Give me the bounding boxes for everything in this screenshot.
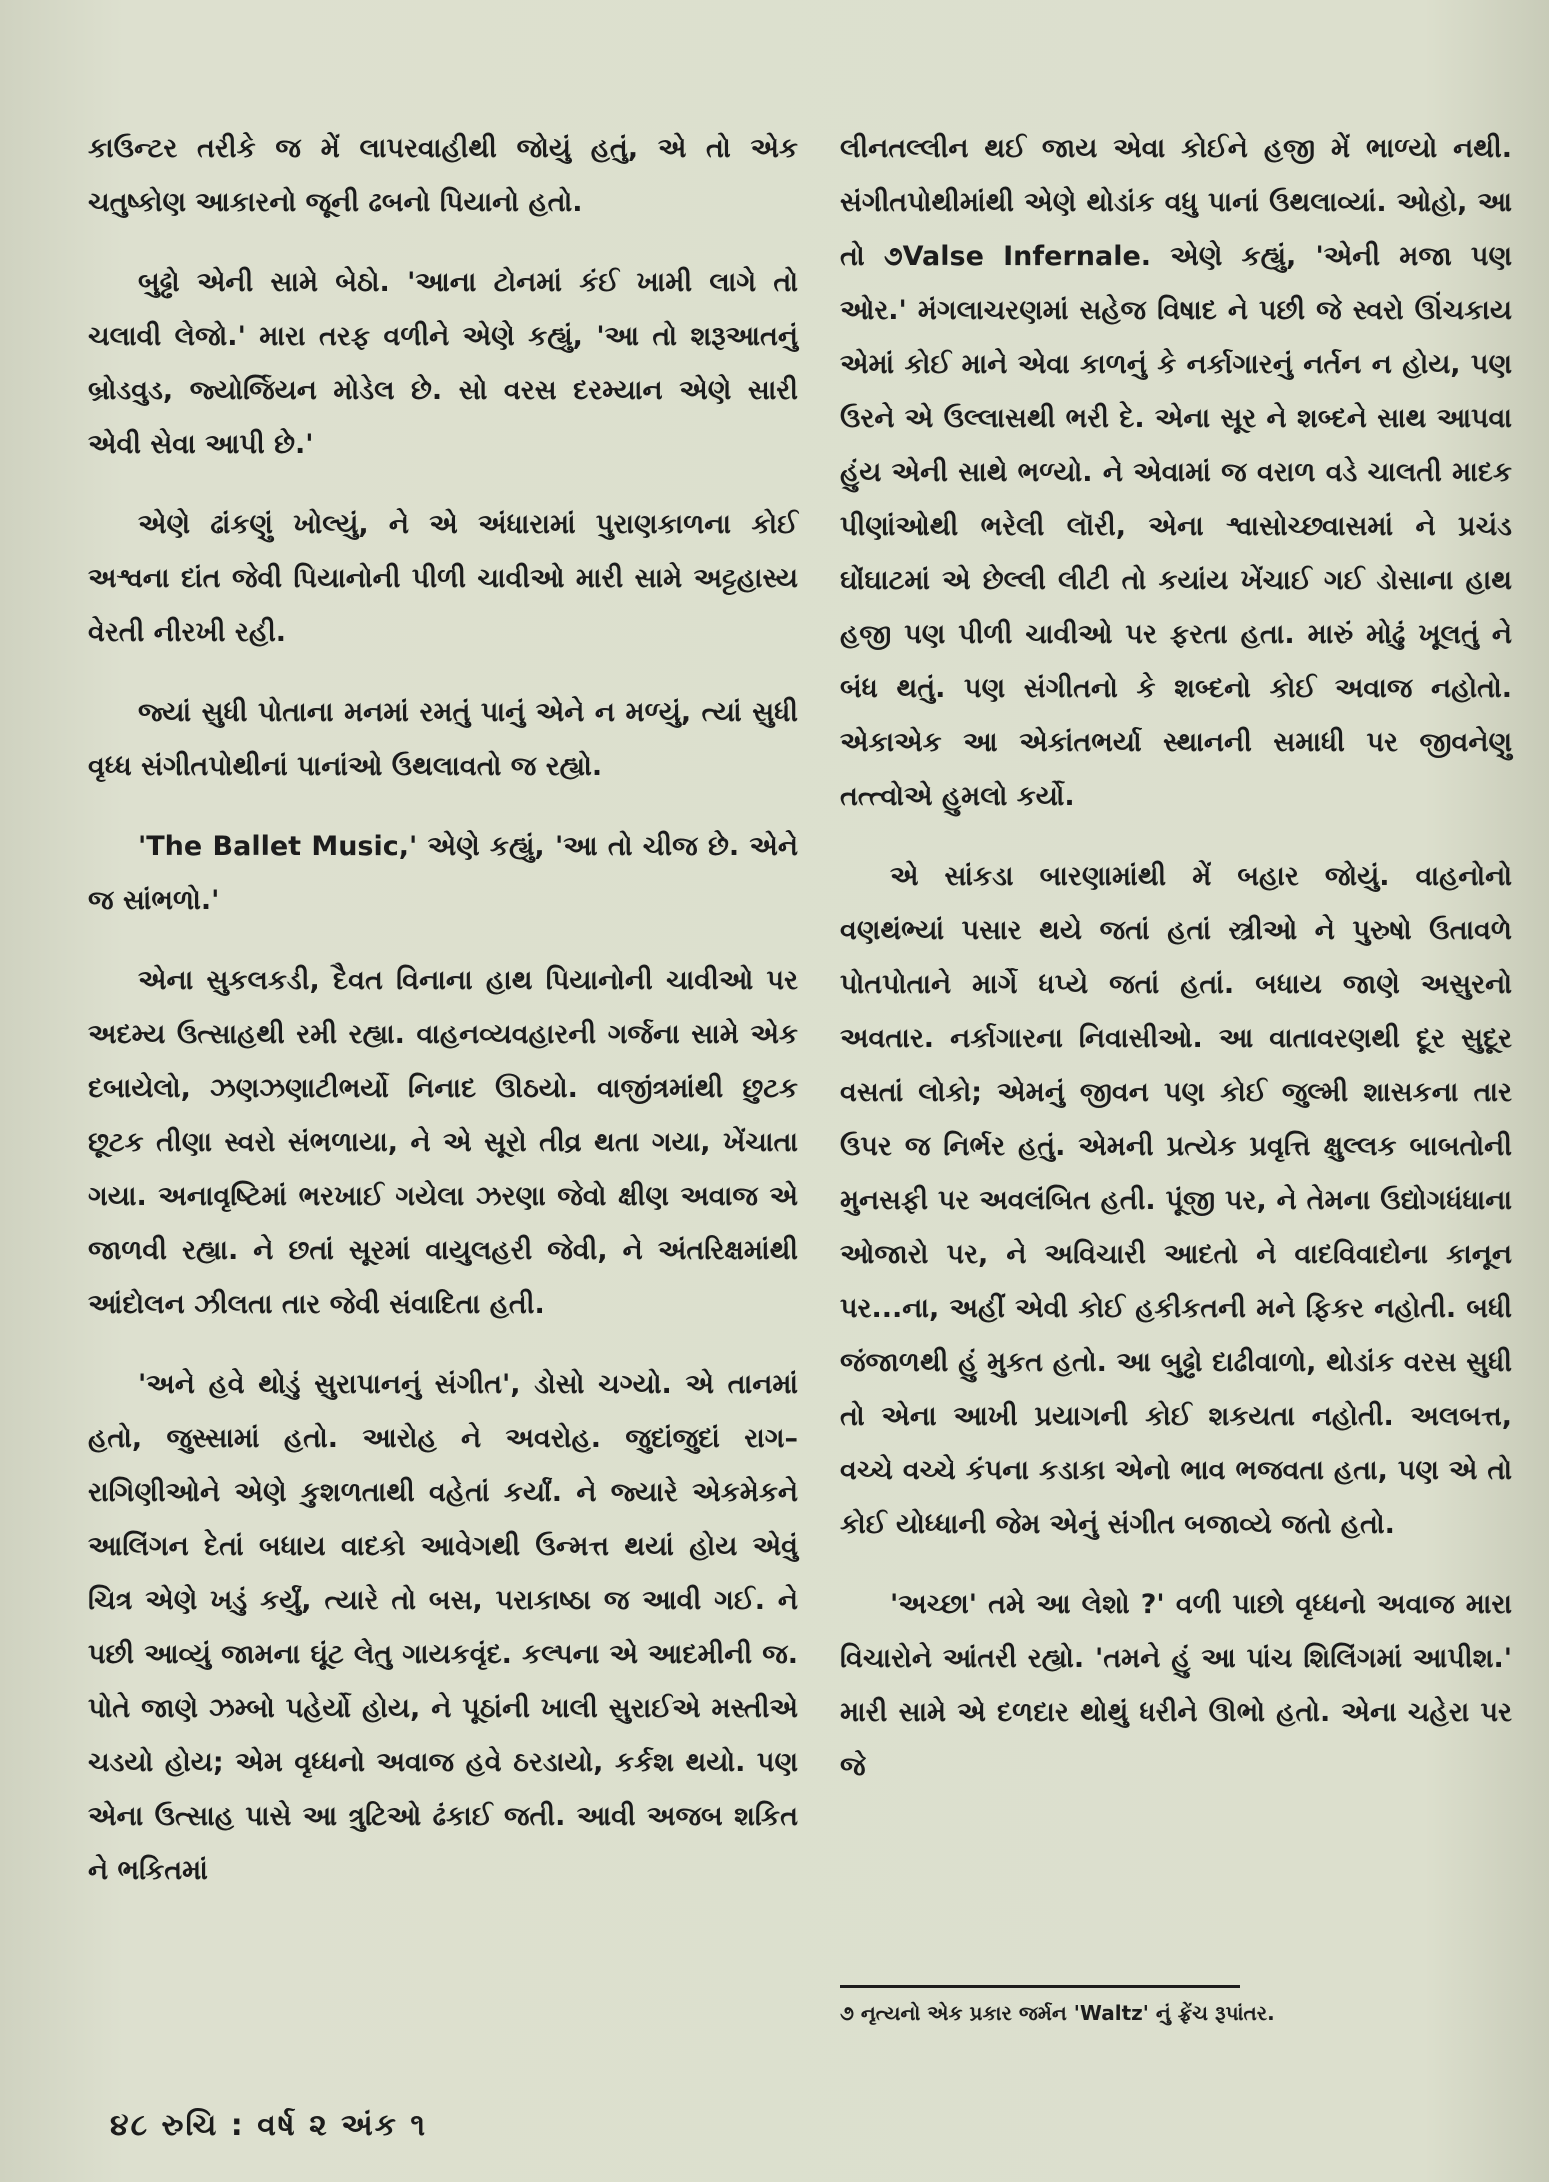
- left-paragraph-5: 'The Ballet Music,' એણે કહ્યું, 'આ તો ચીજ છે. એને જ સાંભળો.': [88, 831, 798, 916]
- footnote-divider: [840, 1985, 1240, 1988]
- right-column: [840, 122, 1512, 1820]
- left-column: [88, 122, 798, 1924]
- right-paragraph-1: લીનતલ્લીન થઈ જાય એવા કોઈને હજી મેં ભાળ્યો નથી. સંગીતપોથીમાંથી એણે થોડાંક વધુ પાનાં ઉથલાવ્યાં. ઓહો, આ તો ૭Valse Infernale. એણે કહ્યું, 'એની મજા પણ ઓર.' મંગલાચરણમાં સહેજ વિષાદ ને પછી જે સ્વરો ઊંચકાય એમાં કોઈ માને એવા કાળનું કે નર્કાગારનું નર્તન ન હોય, પણ ઉરને એ ઉલ્લાસથી ભરી દે. એના સૂર ને શબ્દને સાથ આપવા હુંય એની સાથે ભળ્યો. ને એવામાં જ વરાળ વડે ચાલતી માદક પીણાંઓથી ભરેલી લૉરી, એના શ્વાસોચ્છ્વાસમાં ને પ્રચંડ ઘોંઘાટમાં એ છેલ્લી લીટી તો કયાંય ખેંચાઈ ગઈ ડોસાના હાથ હજી પણ પીળી ચાવીઓ પર ફરતા હતા. મારું મોઢું ખૂલતું ને બંધ થતું. પણ સંગીતનો કે શબ્દનો કોઈ અવાજ નહોતો. એકાએક આ એકાંતભર્યા સ્થાનની સમાધી પર જીવનેણુ તત્ત્વોએ હુમલો કર્યો.: [840, 133, 1512, 812]
- left-paragraph-3: એણે ઢાંકણું ખોલ્યું, ને એ અંધારામાં પુરાણકાળના કોઈ અશ્વના દાંત જેવી પિયાનોની પીળી ચાવીઓ મારી સામે અટ્ટહાસ્ય વેરતી નીરખી રહી.: [88, 509, 798, 648]
- left-paragraph-1: કાઉન્ટર તરીકે જ મેં લાપરવાહીથી જોયું હતું, એ તો એક ચતુષ્કોણ આકારનો જૂની ઢબનો પિયાનો હતો.: [88, 133, 798, 218]
- right-paragraph-2: એ સાંકડા બારણામાંથી મેં બહાર જોયું. વાહનોનો વણથંભ્યાં પસાર થયે જતાં હતાં સ્ત્રીઓ ને પુરુષો ઉતાવળે પોતપોતાને માર્ગે ધપ્યે જતાં હતાં. બધાય જાણે અસુરનો અવતાર. નર્કાગારના નિવાસીઓ. આ વાતાવરણથી દૂર સુદૂર વસતાં લોકો; એમનું જીવન પણ કોઈ જુલ્મી શાસકના તાર ઉપર જ નિર્ભર હતું. એમની પ્રત્યેક પ્રવૃત્તિ ક્ષુલ્લક બાબતોની મુનસફી પર અવલંબિત હતી. પૂંજી પર, ને તેમના ઉદ્યોગધંધાના ઓજારો પર, ને અવિચારી આદતો ને વાદવિવાદોના કાનૂન પર...ના, અહીં એવી કોઈ હકીકતની મને ફિકર નહોતી. બધી જંજાળથી હું મુકત હતો. આ બુઢ્ઢો દાઢીવાળો, થોડાંક વરસ સુધી તો એના આખી પ્રયાગની કોઈ શકયતા નહોતી. અલબત્ત, વચ્ચે વચ્ચે કંપના કડાકા એનો ભાવ ભજવતા હતા, પણ એ તો કોઈ યોધ્ધાની જેમ એનું સંગીત બજાવ્યે જતો હતો.: [840, 861, 1512, 1540]
- footnote: ૭ નૃત્યનો એક પ્રકાર જર્મન 'Waltz' નું ફ્રેંચ રૂપાંતર.: [840, 2001, 1275, 2025]
- page-footer: ૪૮ રુચિ : વર્ષ ૨ અંક ૧: [110, 2108, 428, 2143]
- left-paragraph-6: એના સુકલકડી, દૈવત વિનાના હાથ પિયાનોની ચાવીઓ પર અદમ્ય ઉત્સાહથી રમી રહ્યા. વાહનવ્યવહારની ગર્જના સામે એક દબાયેલો, ઝણઝણાટીભર્યો નિનાદ ઊઠયો. વાજીંત્રમાંથી છુટક છૂટક તીણા સ્વરો સંભળાયા, ને એ સૂરો તીવ્ર થતા ગયા, ખેંચાતા ગયા. અનાવૃષ્ટિમાં ભરખાઈ ગયેલા ઝરણા જેવો ક્ષીણ અવાજ એ જાળવી રહ્યા. ને છતાં સૂરમાં વાયુલહરી જેવી, ને અંતરિક્ષમાંથી આંદોલન ઝીલતા તાર જેવી સંવાદિતા હતી.: [88, 965, 798, 1320]
- left-paragraph-2: બુઢ્ઢો એની સામે બેઠો. 'આના ટોનમાં કંઈ ખામી લાગે તો ચલાવી લેજો.' મારા તરફ વળીને એણે કહ્યું, 'આ તો શરૂઆતનું બ્રોડવુડ, જ્યોર્જિયન મોડેલ છે. સો વરસ દરમ્યાન એણે સારી એવી સેવા આપી છે.': [88, 267, 798, 460]
- left-paragraph-4: જ્યાં સુધી પોતાના મનમાં રમતું પાનું એને ન મળ્યું, ત્યાં સુધી વૃધ્ધ સંગીતપોથીનાં પાનાંઓ ઉથલાવતો જ રહ્યો.: [88, 697, 798, 782]
- left-paragraph-7: 'અને હવે થોડું સુરાપાનનું સંગીત', ડોસો ચગ્યો. એ તાનમાં હતો, જુસ્સામાં હતો. આરોહ ને અવરોહ. જુદાંજુદાં રાગ–રાગિણીઓને એણે કુશળતાથી વહેતાં કર્યાં. ને જ્યારે એકમેકને આલિંગન દેતાં બધાય વાદકો આવેગથી ઉન્મત્ત થયાં હોય એવું ચિત્ર એણે ખડું કર્યું, ત્યારે તો બસ, પરાકાષ્ઠા જ આવી ગઈ. ને પછી આવ્યું જામના ઘૂંટ લેતુ ગાયકવૃંદ. કલ્પના એ આદમીની જ. પોતે જાણે ઝમ્બો પહેર્યો હોય, ને પૂઠાંની ખાલી સુરાઈએ મસ્તીએ ચડયો હોય; એમ વૃધ્ધનો અવાજ હવે ઠરડાયો, કર્કશ થયો. પણ એના ઉત્સાહ પાસે આ ત્રુટિઓ ઢંકાઈ જતી. આવી અજબ શકિત ને ભકિતમાં: [88, 1369, 798, 1886]
- right-paragraph-3: 'અચ્છા' તમે આ લેશો ?' વળી પાછો વૃધ્ધનો અવાજ મારા વિચારોને આંતરી રહ્યો. 'તમને હું આ પાંચ શિલિંગમાં આપીશ.' મારી સામે એ દળદાર થોથું ધરીને ઊભો હતો. એના ચહેરા પર જે: [840, 1589, 1512, 1782]
